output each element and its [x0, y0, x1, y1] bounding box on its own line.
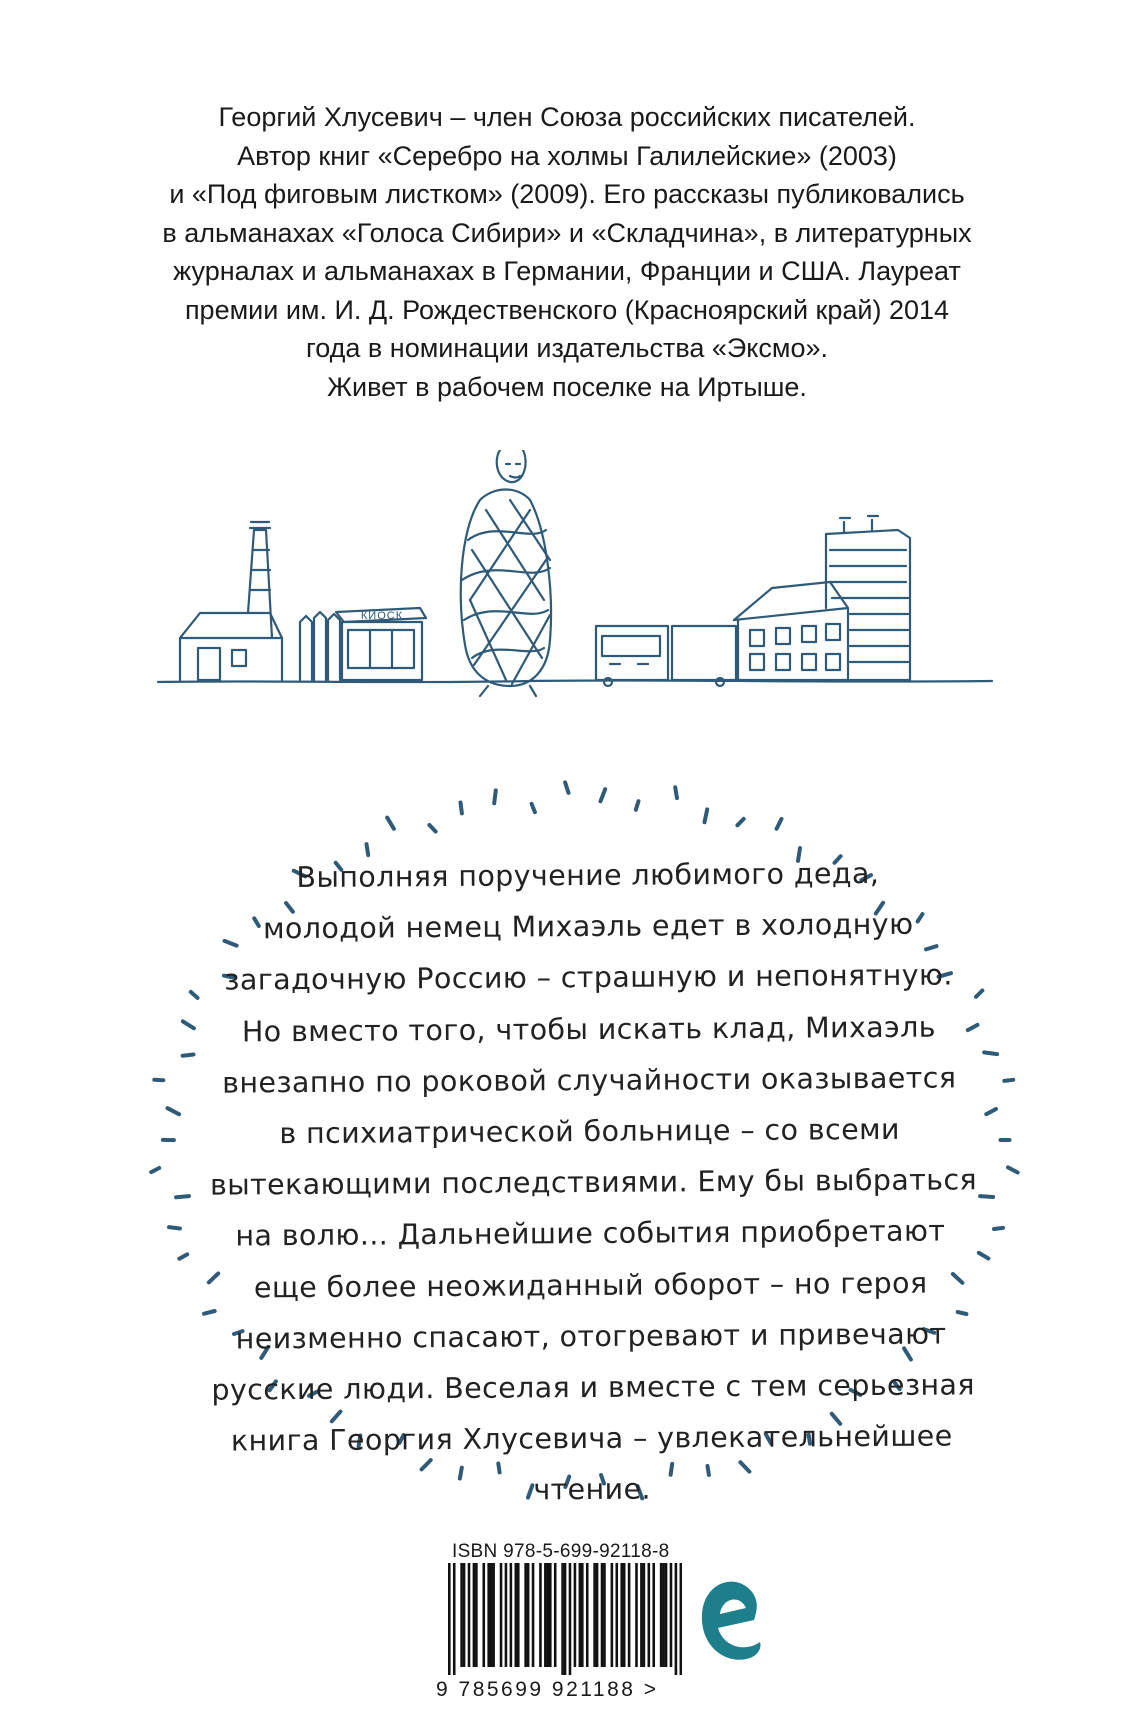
burst-dash [151, 1168, 159, 1172]
barcode-bar [554, 1563, 557, 1667]
bio-line: Живет в рабочем поселке на Иртыше. [327, 371, 807, 402]
barcode-bar [527, 1563, 530, 1667]
burst-dash [168, 1108, 180, 1114]
barcode-bar [648, 1563, 651, 1667]
annotation-line: вытекающими последствиями. Ему бы выбраться [209, 1163, 978, 1202]
man-in-blanket [461, 450, 551, 696]
barcode-bar [643, 1563, 646, 1667]
annotation-line: русские люди. Веселая и вместе с тем серьезная [211, 1368, 976, 1407]
barcode-bar [453, 1563, 456, 1675]
barcode-bar [473, 1563, 476, 1667]
barcode-bar [492, 1563, 495, 1667]
burst-dash [429, 825, 435, 832]
barcode-bar [487, 1563, 490, 1667]
burst-dash [387, 818, 394, 829]
bio-line: премии им. И. Д. Рождественского (Красноярский край) 2014 [184, 294, 950, 325]
barcode-bar [510, 1563, 513, 1667]
burst-dash [705, 809, 708, 822]
burst-dash [636, 801, 639, 810]
barcode-bar [665, 1563, 668, 1667]
barcode-bar [628, 1563, 631, 1667]
annotation-line: Но вместо того, чтобы искать клад, Михаэль [241, 1010, 937, 1049]
burst-dash [979, 1253, 989, 1259]
burst-dash [176, 1196, 189, 1197]
burst-dash [1004, 1080, 1013, 1081]
barcode-bar [569, 1563, 572, 1675]
bio-line: года в номинации издательства «Эксмо». [305, 333, 829, 363]
barcode-bar [539, 1563, 542, 1667]
bio-line: журналах и альманахах в Германии, Франции и США. Лауреат [173, 256, 961, 286]
barcode-bar [662, 1563, 665, 1667]
barcode-bar [547, 1563, 550, 1667]
barcode-bar [581, 1563, 584, 1667]
burst-dash [191, 992, 198, 998]
annotation-line: в психиатрической больнице – со всеми [279, 1112, 900, 1151]
barcode-bar [490, 1563, 493, 1667]
annotation-line: загадочную Россию – страшную и непонятную. [224, 958, 953, 997]
annotation-line: чтение. [533, 1473, 652, 1507]
factory-chimney [248, 522, 272, 638]
barcode-bar [615, 1563, 618, 1667]
burst-dash [675, 787, 677, 798]
barcode-bar [601, 1563, 604, 1667]
bio-line: Георгий Хлусевич – член Союза российских писателей. [218, 102, 916, 132]
barcode-bar [475, 1563, 478, 1667]
burst-dash [737, 819, 743, 825]
burst-dash [183, 1055, 194, 1056]
barcode-bar [593, 1563, 596, 1667]
author-bio [120, 98, 1014, 406]
barcode-digits: 9 785699 921188 > [436, 1678, 659, 1701]
annotation-line: книга Георгия Хлусевича – увлекательнейшее [230, 1419, 953, 1458]
barcode-bar [640, 1563, 643, 1667]
kiosk-sign: КИОСК [360, 610, 404, 622]
barcode-bar [564, 1563, 567, 1675]
burst-dash [968, 1025, 978, 1030]
annotation-line: неизменно спасают, отогревают и привечают [235, 1317, 947, 1356]
eksmo-logo-icon [696, 1568, 766, 1676]
annotation-line: молодой немец Михаэль едет в холодную [262, 907, 914, 946]
barcode-bar [544, 1563, 547, 1667]
barcode-bar [620, 1563, 623, 1667]
barcode-bar [524, 1563, 527, 1667]
tower-block [826, 516, 910, 680]
burst-dash [1008, 1167, 1018, 1172]
burst-dash [980, 1196, 993, 1197]
barcode-bar [675, 1563, 678, 1675]
burst-dash [984, 1052, 997, 1054]
barcode-bar [611, 1563, 614, 1667]
barcode-bar [561, 1563, 564, 1675]
annotation-line: на волю... Дальнейшие события приобретают [235, 1214, 946, 1253]
town-illustration [150, 450, 1000, 770]
burst-dash [169, 1227, 180, 1228]
factory-building [180, 613, 282, 680]
barcode-bar [603, 1563, 606, 1667]
burst-dash [994, 1228, 1003, 1229]
burst-dash [601, 789, 606, 801]
barcode-bar [579, 1563, 582, 1667]
barcode-bar [635, 1563, 638, 1667]
burst-dash [461, 803, 462, 814]
annotation-line: Выполняя поручение любимого деда, [296, 856, 880, 895]
barcode-bar [586, 1563, 589, 1667]
burst-dash [494, 790, 496, 803]
fence [300, 612, 340, 680]
barcode-bar [460, 1563, 463, 1667]
burst-dash [532, 804, 535, 812]
burst-dash [976, 991, 982, 997]
burst-dash [179, 1254, 187, 1258]
annotation-line: внезапно по роковой случайности оказывается [222, 1061, 957, 1100]
barcode-bar [448, 1563, 451, 1675]
annotation-line: еще более неожиданный оборот – но героя [253, 1266, 928, 1304]
burst-dash [183, 1021, 194, 1028]
barcode-bar [574, 1563, 577, 1667]
shop-building [596, 626, 736, 686]
book-annotation [208, 847, 978, 1518]
burst-dash [777, 819, 782, 829]
isbn-label: ISBN 978-5-699-92118-8 [452, 1541, 670, 1562]
barcode [448, 1563, 682, 1675]
barcode-bar [532, 1563, 535, 1667]
barcode-bar [623, 1563, 626, 1667]
barcode-bar [660, 1563, 663, 1667]
barcode-bar [468, 1563, 471, 1667]
barcode-bar [505, 1563, 508, 1667]
two-storey-house [734, 582, 848, 680]
barcode-bar [680, 1563, 682, 1675]
burst-dash [986, 1109, 996, 1114]
barcode-bar [517, 1563, 520, 1667]
barcode-bar [652, 1563, 655, 1667]
barcode-bar [596, 1563, 599, 1667]
barcode-bar [515, 1563, 518, 1667]
bio-line: в альманахах «Голоса Сибири» и «Складчина», в литературных [162, 217, 972, 248]
burst-dash [565, 782, 568, 793]
barcode-bar [549, 1563, 552, 1667]
bio-line: и «Под фиговым листком» (2009). Его рассказы публиковались [169, 179, 965, 209]
bio-line: Автор книг «Серебро на холмы Галилейские» (2003) [237, 140, 897, 171]
barcode-bar [500, 1563, 503, 1667]
barcode-bar [670, 1563, 673, 1667]
barcode-bar [482, 1563, 485, 1667]
barcode-bar [463, 1563, 466, 1667]
